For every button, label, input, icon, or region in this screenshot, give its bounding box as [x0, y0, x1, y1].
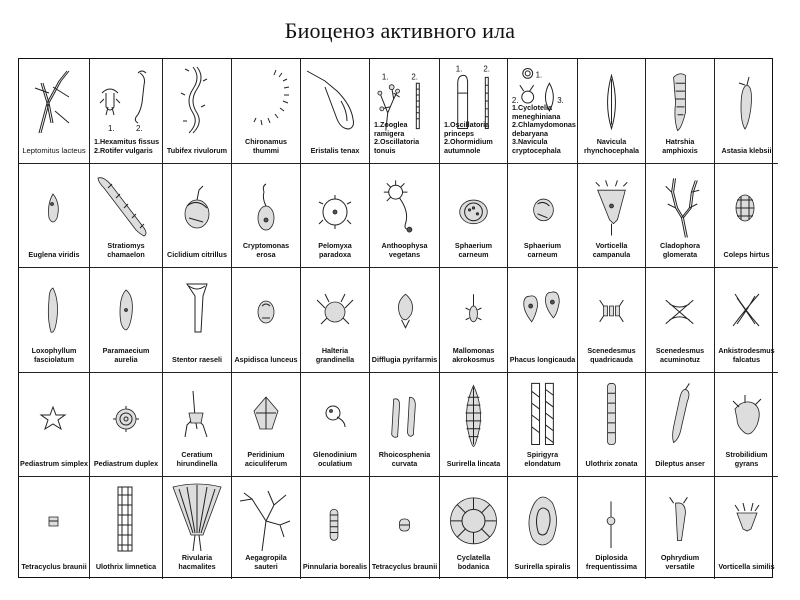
caption-line: 1.Zooglea ramigera — [374, 120, 408, 138]
specimen-cell — [646, 164, 715, 268]
caption-line: Halteria grandinella — [315, 346, 355, 364]
specimen-caption — [20, 147, 88, 156]
caption-line: Pediastrum simplex — [20, 458, 88, 468]
specimen-drawing — [232, 481, 300, 553]
caption-line: Ceratium hirundinella — [176, 450, 218, 468]
specimen-cell — [19, 59, 90, 164]
caption-line: Stentor raeseli — [172, 354, 222, 364]
figure-number: 1. — [381, 72, 389, 82]
specimen-caption — [164, 554, 230, 571]
specimen-caption — [716, 147, 777, 156]
specimen-caption — [579, 138, 644, 155]
caption-line: rhynchocephala — [583, 145, 640, 155]
specimen-drawing — [578, 377, 645, 449]
specimen-caption — [716, 251, 777, 260]
specimen-drawing — [578, 481, 645, 553]
specimen-caption — [509, 451, 576, 468]
specimen-drawing — [19, 377, 89, 449]
specimen-cell — [370, 268, 440, 373]
specimen-drawing — [370, 481, 439, 553]
specimen-cell — [508, 59, 578, 164]
specimen-cell — [19, 164, 90, 268]
specimen-caption — [579, 460, 644, 469]
specimen-drawing — [90, 272, 162, 344]
specimen-caption — [647, 554, 713, 571]
specimen-drawing — [715, 168, 778, 240]
specimen-drawing — [370, 168, 439, 240]
caption-line: Pinnularia borealis — [302, 561, 368, 571]
specimen-drawing — [646, 377, 714, 449]
specimen-cell — [232, 268, 301, 373]
specimen-drawing — [646, 168, 714, 240]
specimen-drawing — [715, 63, 778, 135]
caption-line: Difflugia pyrifarmis — [371, 354, 438, 364]
specimen-caption — [716, 451, 777, 468]
specimen-cell — [301, 268, 370, 373]
specimen-caption — [20, 460, 88, 469]
specimen-drawing — [578, 63, 645, 135]
specimen-caption — [647, 242, 713, 259]
specimen-caption — [444, 121, 506, 155]
caption-line: acuminotuz — [660, 354, 700, 364]
specimen-cell — [440, 268, 508, 373]
caption-line: aciculiferum — [244, 458, 288, 468]
specimen-drawing — [163, 63, 231, 135]
caption-line: Chironamus thummi — [245, 137, 287, 155]
caption-line: princeps — [444, 128, 474, 138]
specimen-cell — [163, 59, 232, 164]
caption-line: Tubifex rivulorum — [166, 145, 228, 155]
specimen-drawing — [19, 481, 89, 553]
caption-line: Ophrydium versatile — [660, 553, 700, 571]
figure-number: 2. — [511, 95, 519, 105]
specimen-cell — [715, 477, 778, 579]
caption-line: autumnole — [444, 145, 481, 155]
specimen-cell — [163, 477, 232, 579]
specimen-caption — [441, 460, 506, 469]
caption-line: 2.Chlamydomonas — [512, 120, 576, 129]
specimen-caption — [302, 347, 368, 364]
caption-line: Tetracyclus braunii — [21, 561, 87, 571]
specimen-cell — [440, 477, 508, 579]
caption-line: Aegagropila sauteri — [245, 553, 287, 571]
caption-line: Stratiomys chamaelon — [107, 241, 145, 259]
caption-line: quadricauda — [590, 354, 633, 364]
specimen-cell — [440, 164, 508, 268]
caption-line: Hatrshia amphioxis — [662, 137, 698, 155]
caption-line: Peridinium — [247, 450, 285, 459]
specimen-cell — [90, 164, 163, 268]
specimen-caption — [647, 460, 713, 469]
specimen-drawing — [232, 63, 300, 135]
specimen-caption — [371, 563, 438, 572]
caption-line: Sphaerium carneum — [454, 241, 493, 259]
caption-line: Sphaerium carneum — [523, 241, 562, 259]
caption-line: Navicula — [596, 137, 627, 146]
specimen-caption — [374, 121, 438, 155]
specimen-cell — [90, 268, 163, 373]
caption-line: vegetans — [388, 249, 421, 259]
specimen-caption — [509, 563, 576, 572]
specimen-caption — [509, 356, 576, 365]
specimen-cell — [163, 164, 232, 268]
specimen-caption — [233, 451, 299, 468]
specimen-cell — [440, 373, 508, 477]
specimen-drawing — [90, 168, 162, 240]
specimen-caption — [94, 138, 161, 155]
caption-line: Aspidisca lunceus — [234, 354, 298, 364]
specimen-drawing — [370, 377, 439, 449]
specimen-drawing — [301, 377, 369, 449]
specimen-drawing — [232, 377, 300, 449]
caption-line: Astasia klebsii — [721, 145, 772, 155]
specimen-drawing — [90, 481, 162, 553]
specimen-drawing — [19, 168, 89, 240]
specimen-cell — [646, 59, 715, 164]
figure-number: 1. — [455, 64, 463, 74]
caption-line: Rivularia hacmalites — [178, 553, 216, 571]
caption-line: Ankistrodesmus — [718, 346, 775, 355]
specimen-cell — [370, 164, 440, 268]
specimen-drawing — [90, 377, 162, 449]
specimen-drawing — [232, 168, 300, 240]
specimen-caption — [647, 347, 713, 364]
caption-line: Diplosida — [595, 553, 628, 562]
specimen-caption — [91, 460, 161, 469]
specimen-cell — [232, 59, 301, 164]
specimen-caption — [509, 242, 576, 259]
caption-line: Euglena viridis — [28, 249, 80, 259]
specimen-caption — [302, 147, 368, 156]
specimen-caption — [91, 563, 161, 572]
specimen-caption — [512, 104, 576, 155]
specimen-drawing — [301, 481, 369, 553]
specimen-drawing — [440, 272, 507, 344]
specimen-drawing — [508, 272, 577, 344]
caption-line: meneghiniana — [512, 111, 561, 121]
specimen-drawing — [163, 481, 231, 553]
caption-line: Ciclidium citrillus — [167, 249, 227, 259]
caption-line: Surirella lincata — [446, 458, 501, 468]
caption-line: Mallomonas — [452, 346, 495, 355]
specimen-drawing — [578, 272, 645, 344]
specimen-caption — [164, 147, 230, 156]
specimen-cell — [715, 373, 778, 477]
caption-line: fasciolatum — [34, 354, 74, 364]
specimen-cell — [578, 164, 646, 268]
specimen-caption — [647, 138, 713, 155]
caption-line: Loxophyllum — [31, 346, 77, 355]
specimen-drawing — [90, 63, 162, 135]
specimen-cell — [508, 477, 578, 579]
specimen-caption — [20, 251, 88, 260]
caption-line: Anthoophysa — [381, 241, 428, 250]
specimen-drawing — [370, 272, 439, 344]
specimen-caption — [164, 251, 230, 260]
specimen-cell — [301, 164, 370, 268]
specimen-drawing — [19, 63, 89, 135]
specimen-cell — [370, 477, 440, 579]
specimen-caption — [371, 242, 438, 259]
caption-line: Phacus longicauda — [509, 354, 576, 364]
figure-number: 1. — [108, 124, 115, 133]
specimen-drawing — [301, 168, 369, 240]
specimen-cell — [90, 477, 163, 579]
specimen-cell — [646, 268, 715, 373]
specimen-cell — [370, 373, 440, 477]
specimen-caption — [20, 563, 88, 572]
caption-line: akrokosmus — [452, 354, 495, 364]
caption-line: Ulothrix zonata — [585, 458, 638, 468]
specimen-cell — [578, 268, 646, 373]
specimen-drawing — [19, 272, 89, 344]
specimen-caption — [20, 347, 88, 364]
caption-line: 2.Oscillatoria tonuis — [374, 137, 420, 155]
caption-line: Ulothrix limnetica — [95, 561, 157, 571]
specimen-caption — [441, 554, 506, 571]
specimen-drawing — [232, 272, 300, 344]
specimen-caption — [579, 554, 644, 571]
specimen-cell — [301, 477, 370, 579]
specimen-caption — [233, 554, 299, 571]
specimen-caption — [716, 347, 777, 364]
caption-line: 2.Rotifer vulgaris — [94, 145, 153, 155]
specimen-drawing — [508, 481, 577, 553]
caption-line: Cladophora glomerata — [660, 241, 700, 259]
caption-line: Coleps hirtus — [723, 249, 770, 259]
specimen-drawing — [440, 377, 507, 449]
caption-line: Scenedesmus — [587, 346, 636, 355]
caption-line: curvata — [391, 458, 418, 468]
specimen-cell — [715, 268, 778, 373]
specimen-cell — [19, 373, 90, 477]
specimen-caption — [579, 347, 644, 364]
specimen-cell — [370, 59, 440, 164]
specimen-caption — [441, 347, 506, 364]
figure-number: 1. — [535, 70, 543, 80]
caption-line: 2.Ohormidium — [444, 137, 493, 146]
caption-line: Rhoicosphenia — [378, 450, 431, 459]
specimen-cell — [232, 373, 301, 477]
caption-line: Strobilidium gyrans — [725, 450, 768, 468]
caption-line: Surirella spiralis — [514, 561, 571, 571]
caption-line: Paramaecium aurelia — [102, 346, 150, 364]
figure-number: 2. — [411, 72, 418, 82]
specimen-drawing — [508, 168, 577, 240]
specimen-cell — [508, 373, 578, 477]
specimen-grid — [18, 58, 773, 578]
specimen-drawing — [715, 377, 778, 449]
specimen-caption — [716, 563, 777, 572]
specimen-cell — [578, 59, 646, 164]
specimen-cell — [232, 164, 301, 268]
caption-line: 1.Hexamitus fissus — [94, 137, 160, 146]
figure-number: 2. — [136, 124, 143, 133]
caption-line: Vorticella campanula — [592, 241, 631, 259]
specimen-cell — [646, 373, 715, 477]
specimen-cell — [508, 164, 578, 268]
specimen-caption — [233, 138, 299, 155]
caption-line: Leptomitus lacteus — [22, 145, 86, 155]
specimen-cell — [715, 59, 778, 164]
caption-line: Cyclatella bodanica — [456, 553, 491, 571]
specimen-cell — [163, 373, 232, 477]
caption-line: Pediastrum duplex — [93, 458, 159, 468]
specimen-cell — [163, 268, 232, 373]
specimen-drawing — [440, 481, 507, 553]
caption-line: Cryptomonas erosa — [242, 241, 290, 259]
specimen-caption — [164, 451, 230, 468]
figure-number: 3. — [557, 95, 564, 105]
specimen-drawing — [163, 377, 231, 449]
specimen-cell — [578, 373, 646, 477]
caption-line: falcatus — [732, 354, 761, 364]
specimen-caption — [164, 356, 230, 365]
specimen-caption — [91, 347, 161, 364]
specimen-drawing — [578, 168, 645, 240]
specimen-cell — [715, 164, 778, 268]
caption-line: Scenedesmus — [655, 346, 705, 355]
specimen-drawing — [646, 63, 714, 135]
caption-line: Dileptus anser — [655, 458, 705, 468]
caption-line: Pelomyxa paradoxa — [318, 241, 352, 259]
caption-line: cryptocephala — [512, 145, 561, 155]
specimen-cell — [19, 477, 90, 579]
specimen-drawing — [715, 481, 778, 553]
specimen-caption — [302, 451, 368, 468]
specimen-drawing — [163, 272, 231, 344]
specimen-drawing — [301, 63, 369, 135]
specimen-cell — [19, 268, 90, 373]
specimen-caption — [371, 451, 438, 468]
caption-line: 1.Cyclotella — [512, 103, 552, 112]
specimen-drawing — [715, 272, 778, 344]
specimen-cell — [90, 373, 163, 477]
specimen-cell — [440, 59, 508, 164]
specimen-caption — [441, 242, 506, 259]
specimen-caption — [371, 356, 438, 365]
specimen-cell — [232, 477, 301, 579]
specimen-caption — [302, 242, 368, 259]
specimen-cell — [90, 59, 163, 164]
specimen-cell — [301, 373, 370, 477]
figure-number: 2. — [483, 64, 490, 74]
caption-line: Spirigyra elondatum — [524, 450, 561, 468]
caption-line: Vorticella similis — [718, 561, 775, 571]
specimen-caption — [579, 242, 644, 259]
caption-line: Eristalis tenax — [310, 145, 360, 155]
caption-line: frequentissima — [585, 561, 638, 571]
caption-line: 3.Navicula — [512, 137, 548, 146]
specimen-drawing — [301, 272, 369, 344]
specimen-caption — [233, 242, 299, 259]
caption-line: Glenodinium — [313, 450, 357, 459]
specimen-cell — [646, 477, 715, 579]
caption-line: 1.Oscillatoria — [444, 120, 490, 129]
caption-line: oculatium — [318, 458, 352, 468]
caption-line: Tetracyclus braunii — [371, 561, 438, 571]
specimen-caption — [302, 563, 368, 572]
caption-line: debaryana — [512, 128, 548, 138]
specimen-caption — [233, 356, 299, 365]
specimen-cell — [508, 268, 578, 373]
specimen-drawing — [646, 481, 714, 553]
page-title: Биоценоз активного ила — [284, 18, 516, 43]
specimen-drawing — [646, 272, 714, 344]
specimen-cell — [578, 477, 646, 579]
specimen-drawing — [508, 377, 577, 449]
specimen-caption — [91, 242, 161, 259]
specimen-drawing — [440, 168, 507, 240]
specimen-cell — [301, 59, 370, 164]
specimen-drawing — [163, 168, 231, 240]
